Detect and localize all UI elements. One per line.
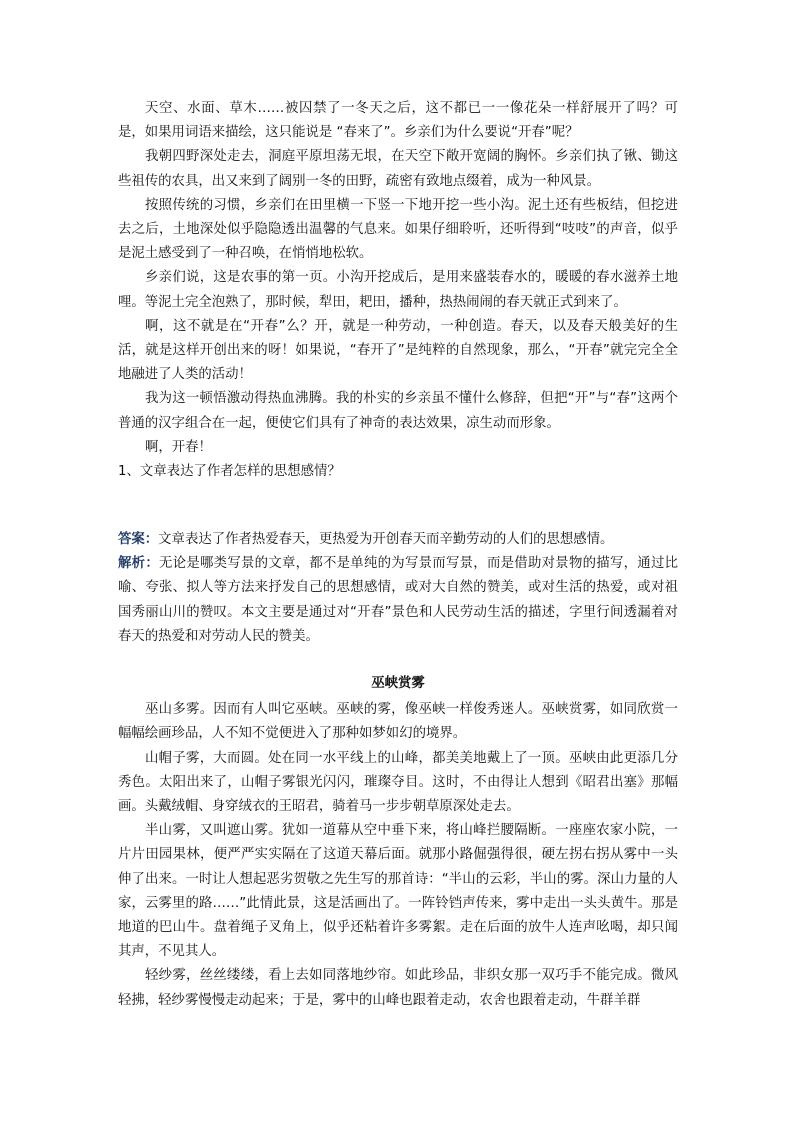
answer-label: 答案： bbox=[118, 532, 159, 547]
analysis-label: 解析： bbox=[118, 556, 159, 572]
paragraph: 轻纱雾，丝丝缕缕，看上去如同落地纱帘。如此珍品，非织女那一双巧手不能完成。微风轻拂，轻纱雾慢慢走动起来；于是，雾中的山峰也跟着走动，农舍也跟着走动，牛群羊群 bbox=[118, 968, 678, 1008]
paragraph: 按照传统的习惯，乡亲们在田里横一下竖一下地开挖一些小沟。泥土还有些板结，但挖进去之后，土地深处似乎隐隐透出温馨的气息来。如果仔细聆听，还听得到“吱吱”的声音，似乎是泥土感受到了一种召唤，在悄悄地松软。 bbox=[118, 197, 678, 262]
answer-text: 文章表达了作者热爱春天，更热爱为开创春天而辛勤劳动的人们的思想感情。 bbox=[158, 532, 614, 547]
paragraph: 乡亲们说，这是农事的第一页。小沟开挖成后，是用来盛装春水的，暖暖的春水滋养土地哩。等泥土完全泡熟了，那时候，犁田，耙田，播种，热热闹闹的春天就正式到来了。 bbox=[118, 270, 678, 310]
paragraph: 山帽子雾，大而圆。处在同一水平线上的山峰，都美美地戴上了一顶。巫峡由此更添几分秀色。太阳出来了，山帽子雾银光闪闪，璀璨夺目。这时，不由得让人想到《昭君出塞》那幅画。头戴绒帽、身穿绒衣的王昭君，骑着马一步步朝草原深处走去。 bbox=[118, 750, 678, 815]
passage-wuxia bbox=[118, 672, 678, 1013]
paragraph: 半山雾，又叫遮山雾。犹如一道幕从空中垂下来，将山峰拦腰隔断。一座座农家小院，一片片田园果林，便严严实实隔在了这道天幕后面。就那小路倔强得很，硬左拐右拐从雾中一头伸了出来。一时让人想起恶劣贺敬之先生写的那首诗：“半山的云彩，半山的雾。深山力量的人家，云雾里的路……”此情此景，这是活画出了。一阵铃铛声传来，雾中走出一头头黄牛。那是地道的巴山牛。盘着绳子叉角上，似乎还粘着许多雾絮。走在后面的放牛人连声吆喝，却只闻其声，不见其人。 bbox=[118, 823, 678, 960]
paragraph: 啊，开春！ bbox=[145, 439, 212, 455]
paragraph: 啊，这不就是在“开春”么？开，就是一种劳动，一种创造。春天，以及春天般美好的生活，就是这样开创出来的呀！如果说，“春开了”是纯粹的自然现象，那么，“开春”就完完全全地融进了人类的活动！ bbox=[118, 318, 678, 383]
answer-line bbox=[118, 528, 678, 552]
analysis-text: 无论是哪类写景的文章，都不是单纯的为写景而写景，而是借助对景物的描写，通过比喻、夸张、拟人等方法来抒发自己的思想感情，或对大自然的赞美，或对生活的热爱，或对祖国秀丽山川的赞叹。本文主要是通过对“开春”景色和人民劳动生活的描述，字里行间透漏着对春天的热爱和对劳动人民的赞美。 bbox=[118, 556, 679, 644]
passage-title: 巫峡赏雾 bbox=[371, 676, 425, 691]
paragraph: 巫山多雾。因而有人叫它巫峡。巫峡的雾，像巫峡一样俊秀迷人。巫峡赏雾，如同欣赏一幅幅绘画珍品，人不知不觉便进入了那种如梦如幻的境界。 bbox=[118, 702, 678, 742]
paragraph: 我为这一顿悟激动得热血沸腾。我的朴实的乡亲虽不懂什么修辞，但把“开”与“春”这两个普通的汉字组合在一起，便使它们具有了神奇的表达效果，凉生动而形象。 bbox=[118, 391, 678, 431]
question: 1、文章表达了作者怎样的思想感情？ bbox=[118, 464, 341, 480]
passage-kaichun bbox=[118, 97, 678, 532]
paragraph: 天空、水面、草木……被囚禁了一冬天之后，这不都已一一像花朵一样舒展开了吗？可是，如果用词语来描绘，这只能说是 “春来了”。乡亲们为什么要说“开春”呢？ bbox=[118, 101, 678, 141]
answer-block bbox=[118, 528, 678, 649]
paragraph: 我朝四野深处走去，洞庭平原坦荡无垠，在天空下敞开宽阔的胸怀。乡亲们执了锹、锄这些祖传的农具，出又来到了阔别一冬的田野，疏密有致地点缀着，成为一种风景。 bbox=[118, 149, 678, 189]
analysis-line bbox=[118, 552, 678, 649]
